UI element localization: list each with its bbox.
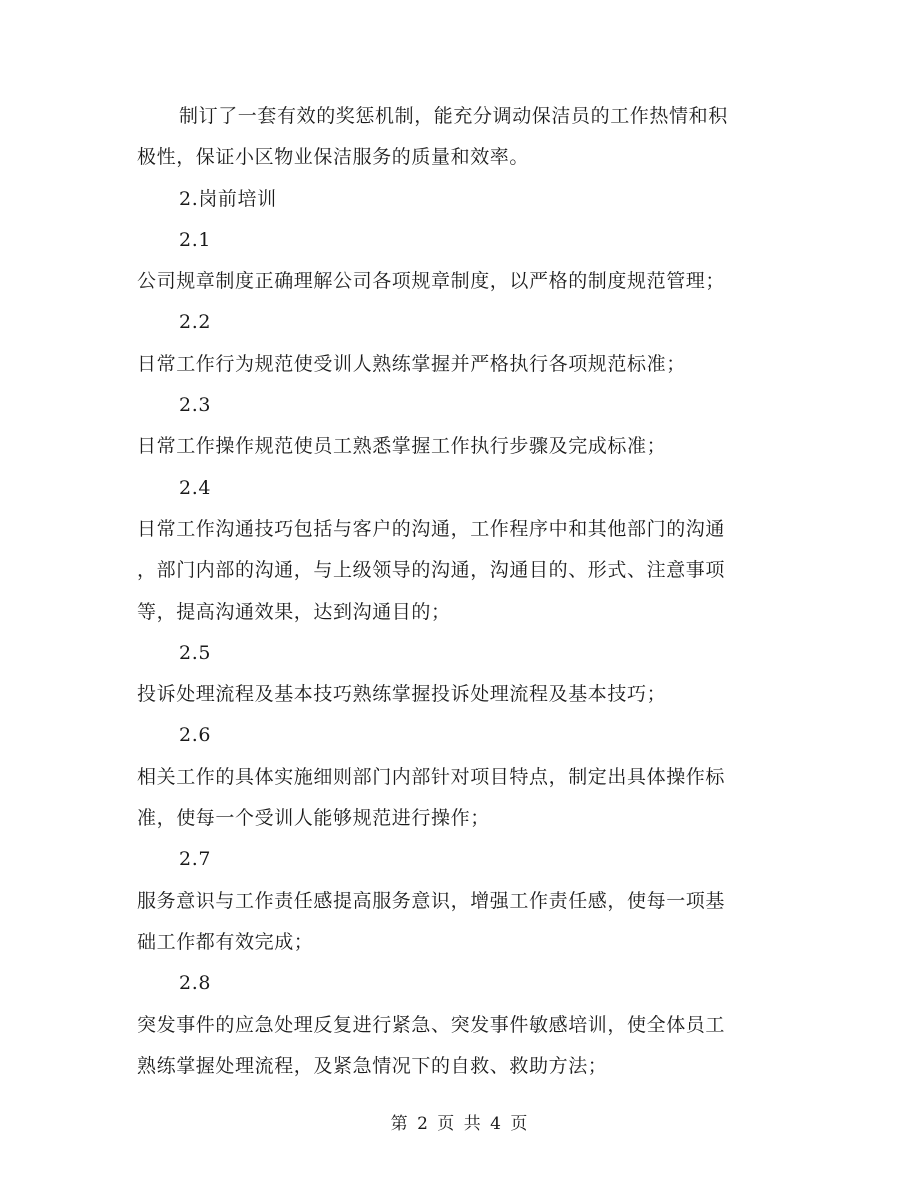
text-line: 2.2 xyxy=(179,311,212,334)
text-line: 准，使每一个受训人能够规范进行操作； xyxy=(137,807,490,830)
text-line: 2.1 xyxy=(179,228,212,251)
text-line: 2.6 xyxy=(179,724,212,747)
text-line: 础工作都有效完成； xyxy=(137,930,314,953)
text-line: 日常工作操作规范使员工熟悉掌握工作执行步骤及完成标准； xyxy=(137,435,667,458)
text-line: 相关工作的具体实施细则部门内部针对项目特点，制定出具体操作标 xyxy=(137,765,726,788)
text-line: 公司规章制度正确理解公司各项规章制度，以严格的制度规范管理； xyxy=(137,270,726,293)
text-line: 2.5 xyxy=(179,641,212,664)
text-line: 2.8 xyxy=(179,972,212,995)
text-line: 突发事件的应急处理反复进行紧急、突发事件敏感培训，使全体员工 xyxy=(137,1013,726,1036)
text-line: 投诉处理流程及基本技巧熟练掌握投诉处理流程及基本技巧； xyxy=(137,683,667,706)
text-line: 等，提高沟通效果，达到沟通目的； xyxy=(137,600,451,623)
text-line: ，部门内部的沟通，与上级领导的沟通，沟通目的、形式、注意事项 xyxy=(137,559,726,582)
text-line: 2.岗前培训 xyxy=(179,187,277,210)
text-line: 2.4 xyxy=(179,476,212,499)
text-line: 日常工作行为规范使受训人熟练掌握并严格执行各项规范标准； xyxy=(137,352,686,375)
text-line: 熟练掌握处理流程，及紧急情况下的自救、救助方法； xyxy=(137,1054,608,1077)
text-line: 2.7 xyxy=(179,848,212,871)
page-number: 第 2 页 共 4 页 xyxy=(390,1114,530,1134)
page-footer xyxy=(0,1112,920,1136)
text-line: 制订了一套有效的奖惩机制，能充分调动保洁员的工作热情和积 xyxy=(179,105,728,127)
text-line: 服务意识与工作责任感提高服务意识，增强工作责任感，使每一项基 xyxy=(137,889,726,912)
text-line: 2.3 xyxy=(179,394,212,417)
document-body xyxy=(137,96,787,1087)
text-line: 日常工作沟通技巧包括与客户的沟通，工作程序中和其他部门的沟通 xyxy=(137,517,726,540)
text-line: 极性，保证小区物业保洁服务的质量和效率。 xyxy=(137,146,530,169)
